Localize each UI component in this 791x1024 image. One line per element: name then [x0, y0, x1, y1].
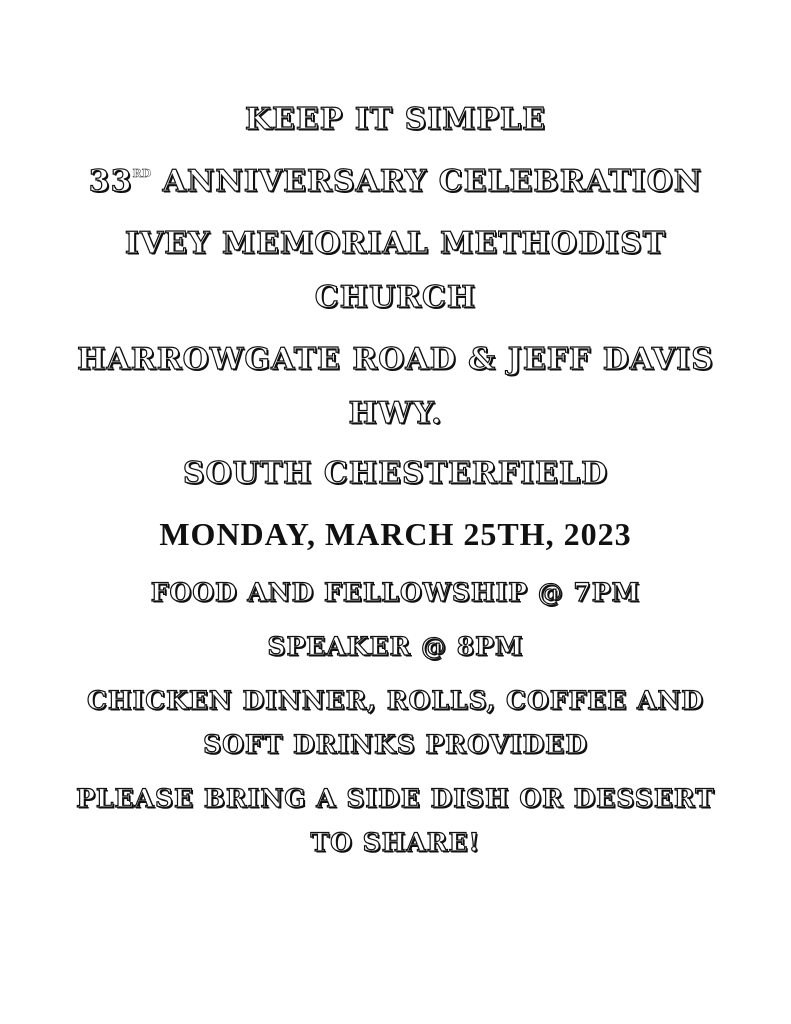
- flyer-title: KEEP IT SIMPLE: [244, 102, 547, 137]
- anniversary-number: 33: [88, 164, 133, 199]
- address-line-1: HARROWGATE ROAD & JEFF DAVIS: [77, 342, 714, 377]
- food-time: FOOD AND FELLOWSHIP @ 7PM: [150, 578, 641, 607]
- event-date: MONDAY, MARCH 25TH, 2023: [159, 516, 632, 552]
- provided-line-1: CHICKEN DINNER, ROLLS, COFFEE AND: [87, 686, 704, 715]
- anniversary-line: [60, 164, 731, 199]
- venue-line-1: IVEY MEMORIAL METHODIST: [124, 226, 667, 261]
- bring-line-1: PLEASE BRING A SIDE DISH OR DESSERT: [76, 784, 715, 813]
- venue-line-2: CHURCH: [314, 280, 477, 315]
- speaker-time: SPEAKER @ 8PM: [267, 632, 524, 661]
- anniversary-text: ANNIVERSARY CELEBRATION: [162, 164, 703, 199]
- address-line-2: HWY.: [348, 396, 443, 431]
- anniversary-ordinal: RD: [132, 167, 152, 180]
- bring-line-2: TO SHARE!: [310, 828, 481, 857]
- provided-line-2: SOFT DRINKS PROVIDED: [203, 730, 588, 759]
- city-line: SOUTH CHESTERFIELD: [182, 456, 609, 491]
